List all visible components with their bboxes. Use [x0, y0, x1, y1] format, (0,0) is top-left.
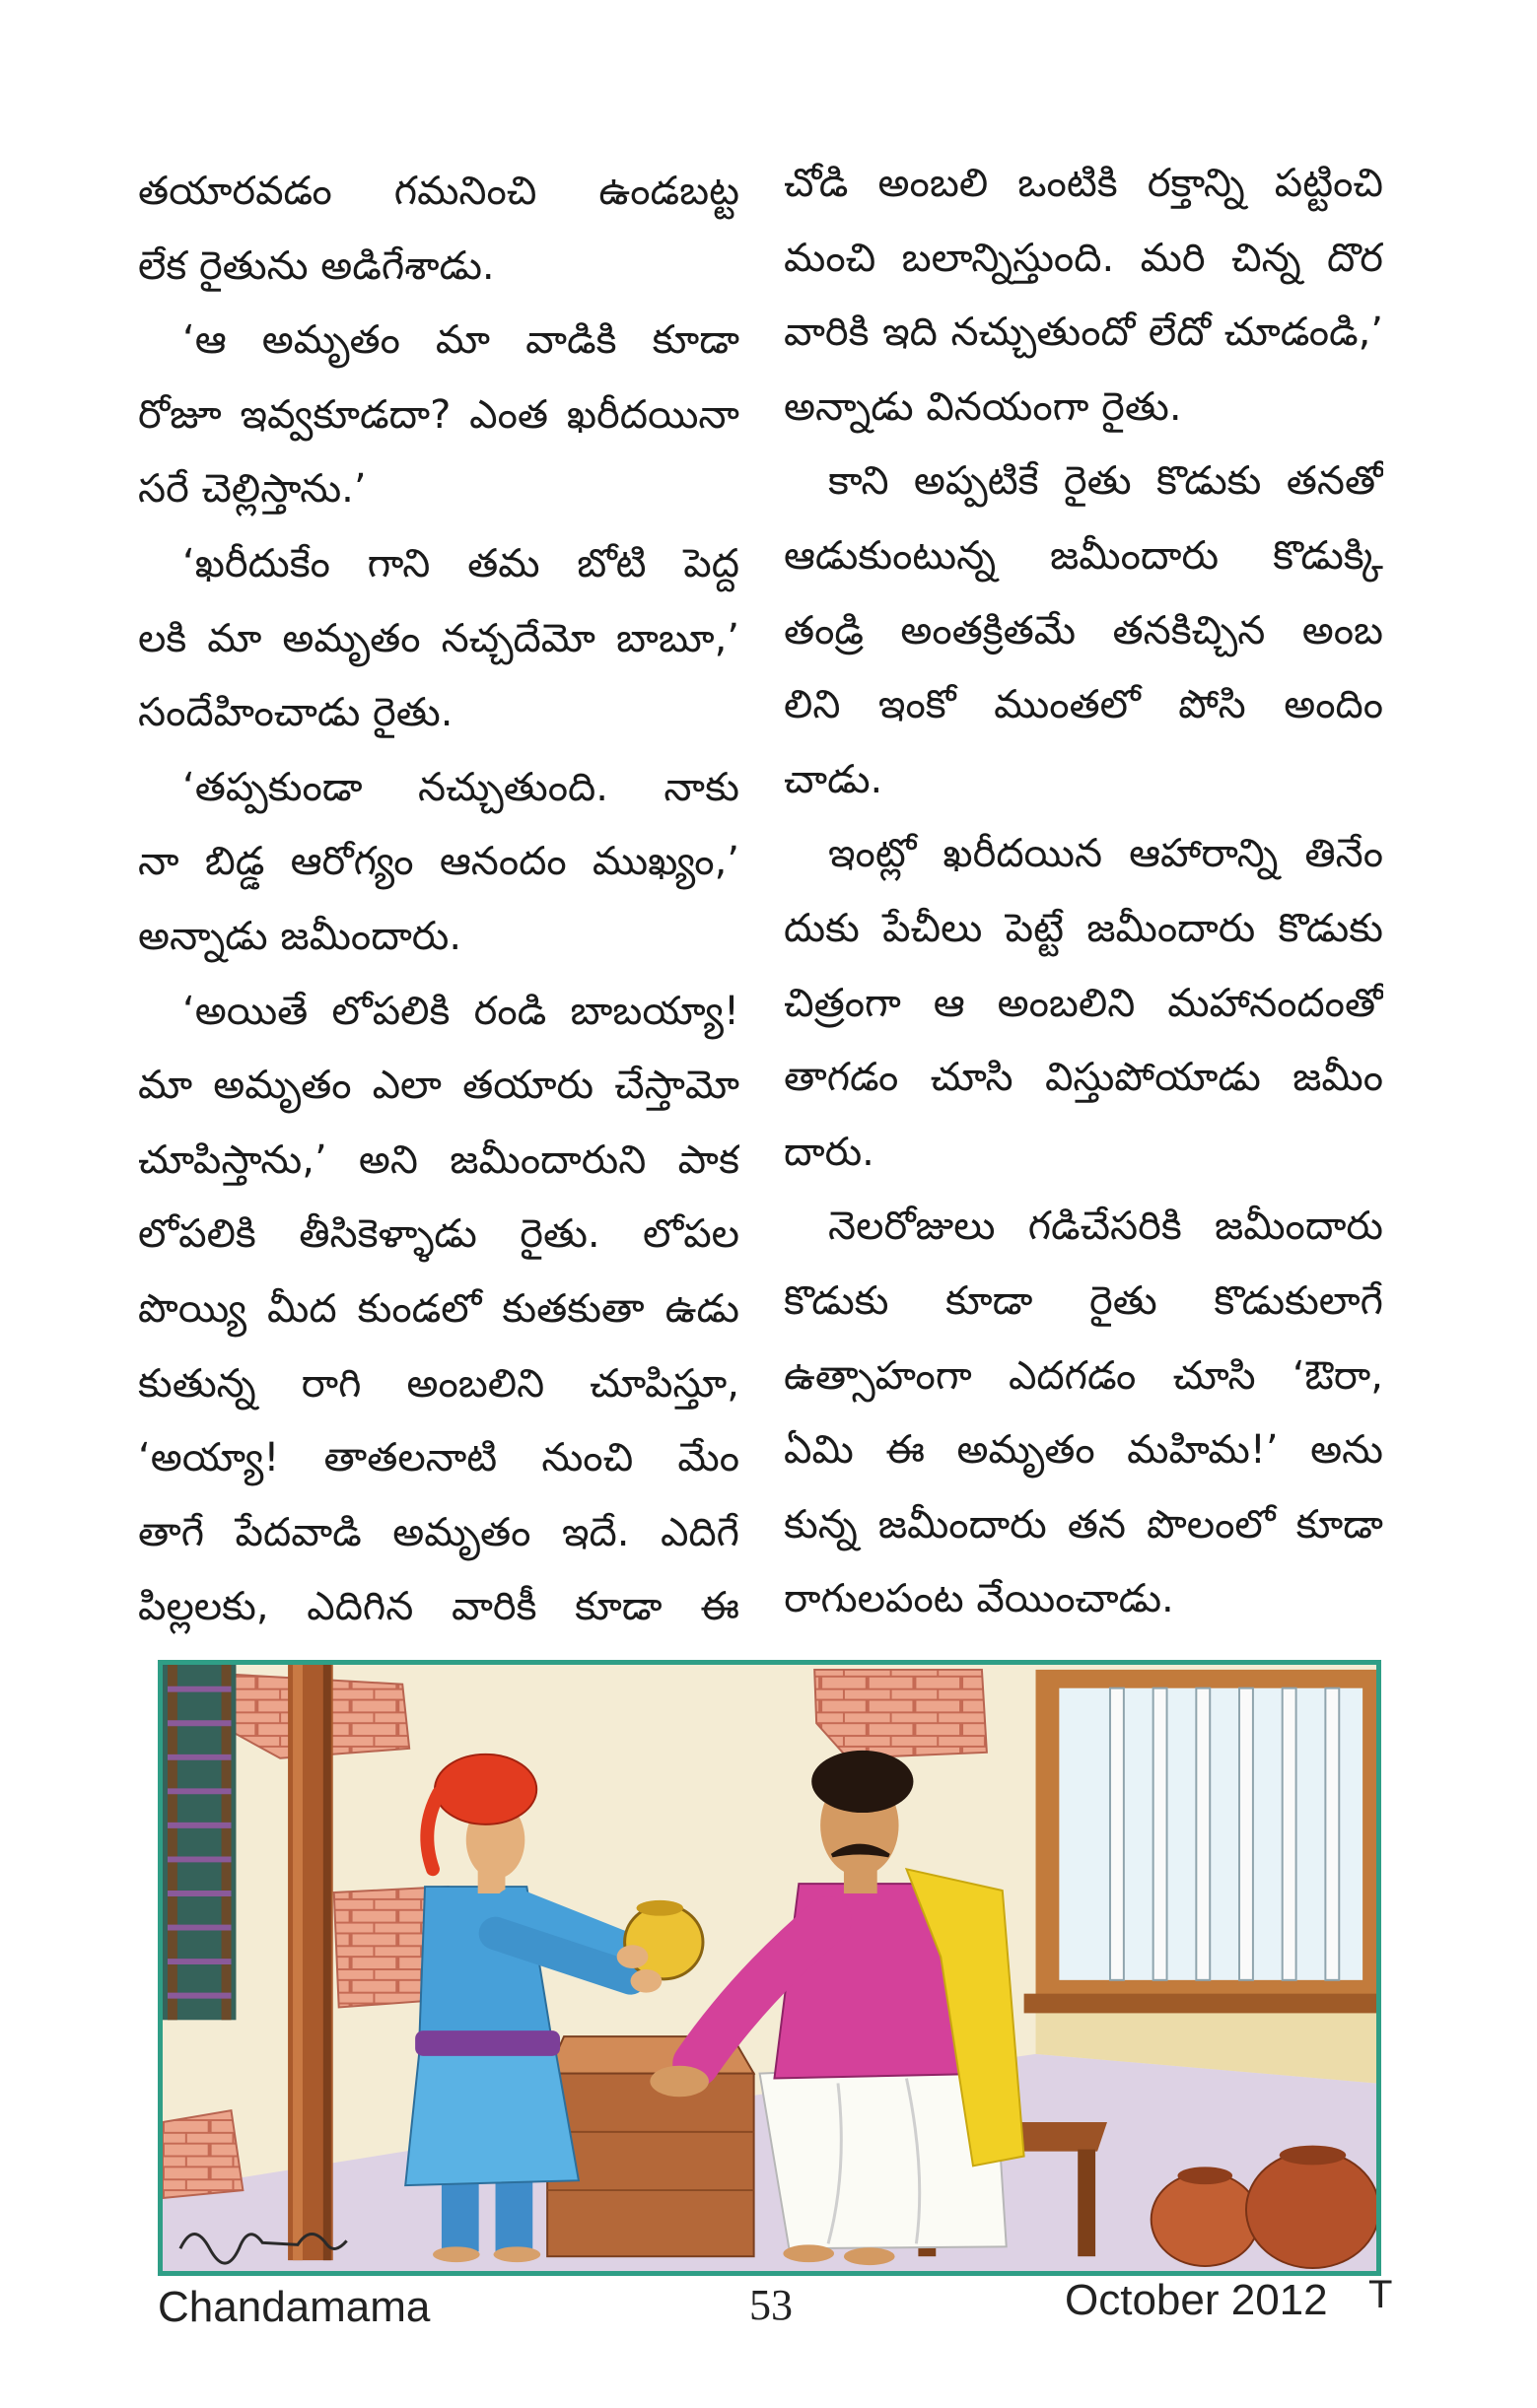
waist-sash — [415, 2030, 560, 2056]
text-line: చూపిస్తాను,’ అని జమీందారుని పాక — [138, 1136, 739, 1183]
text-line: చోడి అంబలి ఒంటికి రక్తాన్ని పట్టించి — [784, 161, 1383, 206]
edition-mark: T — [1368, 2273, 1393, 2316]
text-line: తాగడం చూసి విస్తుపోయాడు జమీం — [784, 1055, 1383, 1101]
text-line: చిత్రంగా ఆ అంబలిని మహానందంతో — [784, 980, 1383, 1026]
paragraph — [138, 155, 739, 304]
text-line: అన్నాడు జమీందారు. — [138, 913, 462, 959]
paragraph — [138, 527, 739, 751]
text-line: తండ్రి అంతక్రితమే తనకిచ్చిన అంబ — [784, 607, 1383, 654]
illustration-canvas — [163, 1665, 1376, 2271]
text-line: ‘ఆ అమృతం మా వాడికి కూడా — [182, 317, 739, 364]
issue-date: October 2012 — [1065, 2276, 1328, 2324]
magazine-name: Chandamama — [158, 2283, 431, 2331]
text-line: లిని ఇంకో ముంతలో పోసి అందిం — [784, 682, 1383, 728]
text-line: కొడుకు కూడా రైతు కొడుకులాగే — [784, 1277, 1383, 1324]
hair — [811, 1751, 913, 1813]
text-line: రాగులపంట వేయించాడు. — [784, 1576, 1174, 1622]
brick-patch — [163, 2110, 243, 2198]
text-line: దుకు పేచీలు పెట్టే జమీందారు కొడుకు — [784, 905, 1383, 951]
wooden-post — [288, 1665, 333, 2260]
text-line: ఏమి ఈ అమృతం మహిమ!’ అను — [784, 1427, 1383, 1474]
page-number: 53 — [749, 2281, 793, 2329]
text-line: నా బిడ్డ ఆరోగ్యం ఆనందం ముఖ్యం,’ — [138, 839, 739, 885]
barred-window — [1024, 1670, 1376, 2013]
brick-patch — [814, 1670, 987, 1758]
text-line: దారు. — [784, 1129, 874, 1175]
text-line: అన్నాడు వినయంగా రైతు. — [784, 383, 1182, 430]
text-line: మా అమృతం ఎలా తయారు చేస్తామో — [138, 1063, 739, 1109]
text-line: కున్న జమీందారు తన పొలంలో కూడా — [784, 1501, 1383, 1548]
paragraph — [138, 975, 739, 1645]
text-line: ‘తప్పకుండా నచ్చుతుంది. నాకు — [182, 764, 739, 810]
text-line: ఇంట్లో ఖరీదయిన ఆహారాన్ని తినేం — [828, 831, 1383, 877]
text-line: ‘అయితే లోపలికి రండి బాబయ్యా! — [182, 988, 739, 1034]
text-line: రోజూ ఇవ్వకూడదా? ఎంత ఖరీదయినా — [138, 391, 739, 438]
ladder — [163, 1665, 236, 2020]
text-line: ఉత్సాహంగా ఎదగడం చూసి ‘ఔరా, — [784, 1352, 1383, 1399]
text-line: పొయ్యి మీద కుండలో కుతకుతా ఉడు — [138, 1285, 739, 1332]
text-line: పిల్లలకు, ఎదిగిన వారికీ కూడా ఈ — [138, 1584, 739, 1630]
paragraph — [784, 817, 1383, 1190]
text-line: తయారవడం గమనించి ఉండబట్ట — [138, 169, 739, 214]
right-column — [784, 147, 1383, 1640]
paragraph — [138, 304, 739, 527]
text-line: మంచి బలాన్నిస్తుంది. మరి చిన్న దొర — [784, 235, 1383, 281]
text-line: సందేహించాడు రైతు. — [138, 690, 454, 736]
text-line: ‘అయ్యా! తాతలనాటి నుంచి మేం — [138, 1435, 739, 1481]
text-line: చాడు. — [784, 756, 883, 802]
paragraph — [138, 751, 739, 975]
text-line: తాగే పేదవాడి అమృతం ఇదే. ఎదిగే — [138, 1509, 739, 1555]
left-column — [138, 155, 739, 1648]
text-line: లేక రైతును అడిగేశాడు. — [138, 242, 495, 289]
text-line: ‘ఖరీదుకేం గాని తమ బోటి పెద్ద — [182, 540, 739, 586]
text-line: లోపలికి తీసికెళ్ళాడు రైతు. లోపల — [138, 1211, 739, 1258]
text-line: నెలరోజులు గడిచేసరికి జమీందారు — [828, 1204, 1383, 1250]
text-line: కుతున్న రాగి అంబలిని చూపిస్తూ, — [138, 1360, 739, 1407]
text-line: ఆడుకుంటున్న జమీందారు కొడుక్కి — [784, 532, 1383, 579]
text-line: సరే చెల్లిస్తాను.’ — [138, 466, 367, 513]
text-line: కాని అప్పటికే రైతు కొడుకు తనతో — [828, 458, 1383, 505]
story-illustration — [158, 1660, 1381, 2276]
paragraph — [784, 147, 1383, 445]
red-turban — [435, 1754, 536, 1824]
paragraph — [784, 1190, 1383, 1637]
paragraph — [784, 445, 1383, 817]
wooden-box — [547, 2036, 753, 2256]
text-line: లకి మా అమృతం నచ్చదేమో బాబూ,’ — [138, 615, 739, 661]
text-line: వారికి ఇది నచ్చుతుందో లేదో చూడండి,’ — [784, 310, 1383, 356]
